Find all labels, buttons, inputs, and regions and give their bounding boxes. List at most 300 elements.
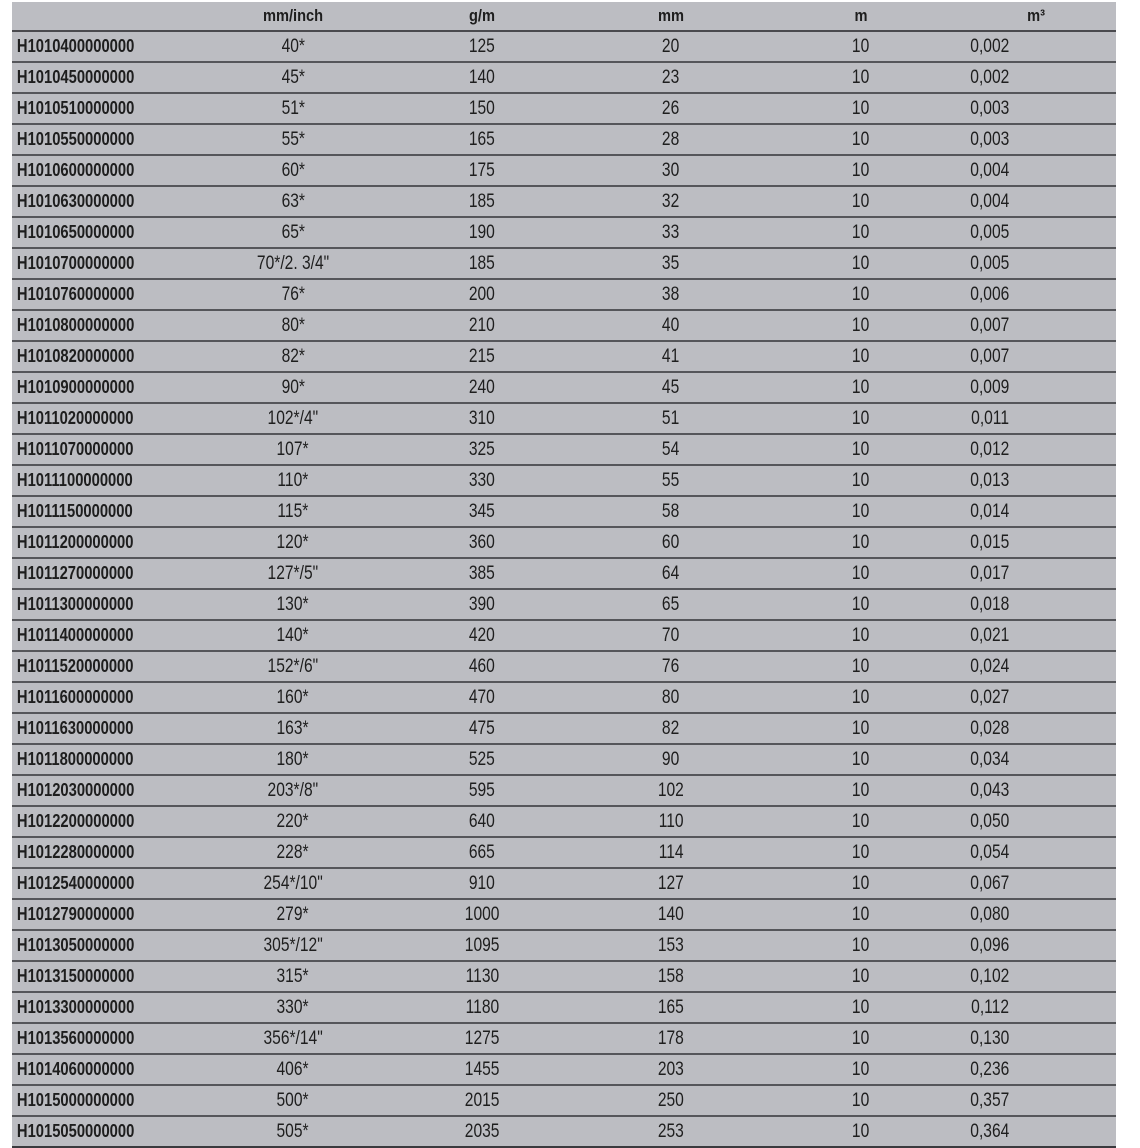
weight-cell (388, 62, 576, 93)
weight-cell (388, 496, 576, 527)
diameter-cell-text: 127*/5" (267, 562, 319, 584)
length-cell (766, 279, 956, 310)
volume-cell (956, 31, 1116, 62)
weight-cell (388, 837, 576, 868)
article-code-cell-text: H1015000000000 (16, 1090, 135, 1110)
volume-cell-text: 0,009 (970, 376, 1010, 398)
table-row (12, 93, 1116, 124)
weight-cell (388, 341, 576, 372)
article-code-cell-text: H1010900000000 (16, 377, 135, 397)
volume-cell (956, 558, 1116, 589)
volume-cell-text: 0,102 (970, 965, 1010, 987)
diameter-cell-text: 356*/14" (263, 1027, 323, 1049)
article-code-cell (12, 186, 198, 217)
diameter-cell-text: 90* (281, 376, 305, 398)
width-cell-text: 54 (662, 438, 680, 460)
length-cell-text: 10 (852, 469, 870, 491)
spec-table (12, 2, 1116, 1148)
length-cell (766, 186, 956, 217)
diameter-cell-text: 330* (276, 996, 310, 1018)
volume-cell (956, 992, 1116, 1023)
weight-cell-text: 595 (468, 779, 495, 801)
article-code-cell (12, 217, 198, 248)
width-cell (576, 744, 766, 775)
length-cell (766, 31, 956, 62)
width-cell (576, 372, 766, 403)
table-row (12, 155, 1116, 186)
volume-cell-text: 0,364 (970, 1120, 1010, 1142)
weight-cell (388, 527, 576, 558)
table-row (12, 775, 1116, 806)
weight-cell (388, 434, 576, 465)
weight-cell (388, 1023, 576, 1054)
length-cell (766, 93, 956, 124)
width-cell (576, 589, 766, 620)
weight-cell (388, 899, 576, 930)
volume-cell (956, 961, 1116, 992)
diameter-cell (198, 124, 388, 155)
table-row (12, 558, 1116, 589)
volume-cell-text: 0,007 (970, 345, 1010, 367)
width-cell-text: 51 (662, 407, 680, 429)
article-code-cell-text: H1011020000000 (16, 408, 134, 428)
diameter-cell (198, 155, 388, 186)
header-diameter: mm/inch (211, 2, 374, 31)
diameter-cell-text: 500* (276, 1089, 310, 1111)
volume-cell (956, 1023, 1116, 1054)
article-code-cell-text: H1014060000000 (16, 1059, 135, 1079)
weight-cell-text: 325 (468, 438, 495, 460)
diameter-cell (198, 1085, 388, 1116)
width-cell-text: 23 (662, 66, 680, 88)
article-code-cell (12, 372, 198, 403)
length-cell-text: 10 (852, 562, 870, 584)
weight-cell-text: 200 (468, 283, 495, 305)
length-cell-text: 10 (852, 438, 870, 460)
diameter-cell (198, 372, 388, 403)
table-row (12, 744, 1116, 775)
article-code-cell (12, 155, 198, 186)
volume-cell-text: 0,006 (970, 283, 1010, 305)
width-cell-text: 33 (662, 221, 680, 243)
weight-cell-text: 1000 (464, 903, 500, 925)
weight-cell-text: 165 (468, 128, 495, 150)
diameter-cell (198, 1023, 388, 1054)
volume-cell-text: 0,054 (970, 841, 1010, 863)
width-cell (576, 279, 766, 310)
width-cell (576, 434, 766, 465)
weight-cell-text: 1275 (464, 1027, 500, 1049)
weight-cell-text: 330 (468, 469, 495, 491)
weight-cell-text: 525 (468, 748, 495, 770)
width-cell-text: 30 (662, 159, 680, 181)
diameter-cell (198, 682, 388, 713)
table-row (12, 1085, 1116, 1116)
article-code-cell (12, 341, 198, 372)
volume-cell-text: 0,005 (970, 252, 1010, 274)
volume-cell-text: 0,007 (970, 314, 1010, 336)
table-row (12, 31, 1116, 62)
width-cell (576, 217, 766, 248)
diameter-cell (198, 217, 388, 248)
width-cell (576, 1116, 766, 1147)
weight-cell (388, 1116, 576, 1147)
header-row (12, 2, 1116, 31)
volume-cell (956, 93, 1116, 124)
table-row (12, 930, 1116, 961)
length-cell (766, 713, 956, 744)
length-cell-text: 10 (852, 35, 870, 57)
width-cell (576, 806, 766, 837)
length-cell (766, 310, 956, 341)
length-cell-text: 10 (852, 841, 870, 863)
volume-cell (956, 589, 1116, 620)
article-code-cell (12, 62, 198, 93)
diameter-cell-text: 63* (281, 190, 305, 212)
width-cell (576, 651, 766, 682)
weight-cell (388, 372, 576, 403)
weight-cell (388, 558, 576, 589)
weight-cell (388, 155, 576, 186)
volume-cell-text: 0,013 (970, 469, 1010, 491)
diameter-cell-text: 60* (281, 159, 305, 181)
length-cell-text: 10 (852, 593, 870, 615)
volume-cell (956, 837, 1116, 868)
diameter-cell (198, 496, 388, 527)
length-cell-text: 10 (852, 903, 870, 925)
length-cell-text: 10 (852, 748, 870, 770)
table-row (12, 403, 1116, 434)
header-length: m (779, 2, 942, 31)
volume-cell (956, 527, 1116, 558)
length-cell-text: 10 (852, 1089, 870, 1111)
diameter-cell-text: 228* (276, 841, 310, 863)
header-article-code (25, 2, 185, 31)
length-cell (766, 372, 956, 403)
width-cell-text: 165 (657, 996, 684, 1018)
length-cell (766, 341, 956, 372)
volume-cell (956, 248, 1116, 279)
article-code-cell-text: H1013150000000 (16, 966, 135, 986)
width-cell-text: 203 (657, 1058, 684, 1080)
article-code-cell (12, 279, 198, 310)
length-cell-text: 10 (852, 314, 870, 336)
article-code-cell-text: H1012030000000 (16, 780, 135, 800)
length-cell (766, 899, 956, 930)
article-code-cell-text: H1010650000000 (16, 222, 135, 242)
length-cell-text: 10 (852, 376, 870, 398)
width-cell (576, 310, 766, 341)
article-code-cell-text: H1010820000000 (16, 346, 135, 366)
article-code-cell (12, 248, 198, 279)
width-cell-text: 35 (662, 252, 680, 274)
diameter-cell-text: 40* (281, 35, 305, 57)
width-cell-text: 127 (657, 872, 684, 894)
width-cell (576, 1023, 766, 1054)
width-cell (576, 403, 766, 434)
article-code-cell (12, 465, 198, 496)
width-cell-text: 114 (658, 841, 684, 863)
width-cell (576, 527, 766, 558)
volume-cell-text: 0,080 (970, 903, 1010, 925)
width-cell (576, 186, 766, 217)
length-cell-text: 10 (852, 128, 870, 150)
volume-cell (956, 217, 1116, 248)
volume-cell-text: 0,130 (970, 1027, 1010, 1049)
length-cell-text: 10 (852, 965, 870, 987)
diameter-cell (198, 992, 388, 1023)
weight-cell-text: 1180 (465, 996, 499, 1018)
width-cell (576, 558, 766, 589)
weight-cell-text: 345 (468, 500, 495, 522)
volume-cell-text: 0,003 (970, 128, 1010, 150)
length-cell (766, 217, 956, 248)
diameter-cell (198, 310, 388, 341)
diameter-cell-text: 51* (281, 97, 305, 119)
length-cell (766, 155, 956, 186)
width-cell-text: 40 (662, 314, 680, 336)
diameter-cell-text: 315* (276, 965, 310, 987)
width-cell (576, 899, 766, 930)
length-cell-text: 10 (852, 190, 870, 212)
weight-cell-text: 190 (468, 221, 495, 243)
weight-cell (388, 31, 576, 62)
volume-cell (956, 155, 1116, 186)
diameter-cell (198, 651, 388, 682)
volume-cell-text: 0,002 (970, 35, 1010, 57)
width-cell-text: 45 (662, 376, 680, 398)
volume-cell (956, 713, 1116, 744)
length-cell-text: 10 (852, 531, 870, 553)
length-cell-text: 10 (852, 500, 870, 522)
diameter-cell-text: 110* (277, 469, 309, 491)
article-code-cell-text: H1010550000000 (16, 129, 135, 149)
length-cell-text: 10 (852, 686, 870, 708)
volume-cell (956, 620, 1116, 651)
length-cell-text: 10 (852, 221, 870, 243)
width-cell-text: 158 (657, 965, 684, 987)
diameter-cell (198, 713, 388, 744)
table-row (12, 899, 1116, 930)
volume-cell-text: 0,002 (970, 66, 1010, 88)
weight-cell-text: 185 (468, 252, 495, 274)
width-cell (576, 31, 766, 62)
table-row (12, 837, 1116, 868)
volume-cell (956, 341, 1116, 372)
table-row (12, 651, 1116, 682)
diameter-cell (198, 899, 388, 930)
article-code-cell-text: H1011630000000 (16, 718, 134, 738)
volume-cell-text: 0,005 (970, 221, 1010, 243)
width-cell-text: 80 (662, 686, 680, 708)
diameter-cell (198, 248, 388, 279)
width-cell-text: 70 (662, 624, 680, 646)
weight-cell (388, 744, 576, 775)
article-code-cell-text: H1011100000000 (16, 470, 133, 490)
weight-cell (388, 1085, 576, 1116)
header-volume: m³ (967, 2, 1105, 31)
diameter-cell-text: 65* (281, 221, 305, 243)
article-code-cell-text: H1015050000000 (16, 1121, 135, 1141)
volume-cell (956, 651, 1116, 682)
length-cell (766, 1116, 956, 1147)
weight-cell (388, 620, 576, 651)
header-width: mm (589, 2, 752, 31)
width-cell-text: 90 (662, 748, 680, 770)
table-row (12, 465, 1116, 496)
volume-cell-text: 0,050 (970, 810, 1010, 832)
width-cell-text: 26 (662, 97, 680, 119)
weight-cell-text: 150 (468, 97, 495, 119)
diameter-cell (198, 961, 388, 992)
diameter-cell (198, 62, 388, 93)
table-row (12, 961, 1116, 992)
weight-cell-text: 1455 (464, 1058, 500, 1080)
diameter-cell (198, 93, 388, 124)
article-code-cell (12, 961, 198, 992)
length-cell (766, 868, 956, 899)
article-code-cell-text: H1012280000000 (16, 842, 135, 862)
width-cell (576, 124, 766, 155)
article-code-cell-text: H1010400000000 (16, 36, 135, 56)
weight-cell (388, 279, 576, 310)
width-cell (576, 961, 766, 992)
width-cell-text: 28 (662, 128, 680, 150)
weight-cell-text: 420 (468, 624, 495, 646)
diameter-cell-text: 505* (276, 1120, 310, 1142)
article-code-cell-text: H1010600000000 (16, 160, 135, 180)
volume-cell-text: 0,015 (970, 531, 1010, 553)
volume-cell-text: 0,003 (970, 97, 1010, 119)
length-cell-text: 10 (852, 97, 870, 119)
width-cell-text: 55 (662, 469, 680, 491)
length-cell-text: 10 (852, 1058, 870, 1080)
length-cell-text: 10 (852, 1120, 870, 1142)
weight-cell (388, 124, 576, 155)
volume-cell (956, 682, 1116, 713)
table-row (12, 279, 1116, 310)
length-cell (766, 496, 956, 527)
weight-cell-text: 175 (468, 159, 495, 181)
weight-cell-text: 390 (468, 593, 495, 615)
length-cell-text: 10 (852, 407, 870, 429)
weight-cell (388, 682, 576, 713)
volume-cell-text: 0,112 (971, 996, 1009, 1018)
diameter-cell-text: 120* (276, 531, 310, 553)
article-code-cell (12, 589, 198, 620)
volume-cell-text: 0,021 (970, 624, 1010, 646)
diameter-cell (198, 434, 388, 465)
table-row (12, 124, 1116, 155)
diameter-cell (198, 806, 388, 837)
weight-cell (388, 248, 576, 279)
width-cell (576, 682, 766, 713)
diameter-cell-text: 130* (276, 593, 310, 615)
article-code-cell (12, 403, 198, 434)
diameter-cell-text: 76* (281, 283, 305, 305)
length-cell (766, 682, 956, 713)
header-weight: g/m (401, 2, 563, 31)
width-cell-text: 41 (662, 345, 680, 367)
article-code-cell-text: H1011520000000 (16, 656, 134, 676)
diameter-cell (198, 744, 388, 775)
diameter-cell-text: 160* (276, 686, 310, 708)
table-row (12, 868, 1116, 899)
weight-cell-text: 910 (468, 872, 495, 894)
weight-cell (388, 310, 576, 341)
table-row (12, 248, 1116, 279)
volume-cell (956, 310, 1116, 341)
length-cell (766, 62, 956, 93)
weight-cell-text: 185 (468, 190, 495, 212)
table-row (12, 310, 1116, 341)
diameter-cell-text: 180* (276, 748, 310, 770)
length-cell (766, 1054, 956, 1085)
width-cell-text: 20 (662, 35, 680, 57)
table-row (12, 434, 1116, 465)
weight-cell (388, 775, 576, 806)
article-code-cell-text: H1010510000000 (16, 98, 135, 118)
width-cell-text: 102 (657, 779, 684, 801)
width-cell (576, 496, 766, 527)
weight-cell-text: 470 (468, 686, 495, 708)
article-code-cell-text: H1011270000000 (16, 563, 134, 583)
table-row (12, 527, 1116, 558)
diameter-cell-text: 406* (276, 1058, 310, 1080)
weight-cell (388, 961, 576, 992)
width-cell-text: 76 (662, 655, 680, 677)
length-cell (766, 248, 956, 279)
weight-cell-text: 1095 (464, 934, 500, 956)
width-cell (576, 341, 766, 372)
weight-cell (388, 403, 576, 434)
volume-cell-text: 0,004 (970, 190, 1010, 212)
width-cell-text: 58 (662, 500, 680, 522)
width-cell-text: 65 (662, 593, 680, 615)
article-code-cell-text: H1010700000000 (16, 253, 135, 273)
table-row (12, 682, 1116, 713)
volume-cell-text: 0,004 (970, 159, 1010, 181)
length-cell-text: 10 (852, 345, 870, 367)
volume-cell (956, 372, 1116, 403)
volume-cell-text: 0,043 (970, 779, 1010, 801)
article-code-cell-text: H1013300000000 (16, 997, 135, 1017)
length-cell-text: 10 (852, 996, 870, 1018)
weight-cell (388, 217, 576, 248)
article-code-cell-text: H1012200000000 (16, 811, 135, 831)
volume-cell (956, 744, 1116, 775)
diameter-cell-text: 163* (276, 717, 310, 739)
length-cell (766, 620, 956, 651)
table-row (12, 62, 1116, 93)
weight-cell (388, 465, 576, 496)
volume-cell-text: 0,018 (970, 593, 1010, 615)
table-row (12, 372, 1116, 403)
weight-cell-text: 460 (468, 655, 495, 677)
diameter-cell (198, 527, 388, 558)
length-cell-text: 10 (852, 779, 870, 801)
length-cell-text: 10 (852, 66, 870, 88)
weight-cell-text: 140 (468, 66, 495, 88)
article-code-cell (12, 93, 198, 124)
volume-cell (956, 434, 1116, 465)
article-code-cell-text: H1010450000000 (16, 67, 135, 87)
article-code-cell (12, 1085, 198, 1116)
width-cell (576, 248, 766, 279)
volume-cell (956, 1054, 1116, 1085)
diameter-cell-text: 82* (281, 345, 305, 367)
article-code-cell (12, 1054, 198, 1085)
